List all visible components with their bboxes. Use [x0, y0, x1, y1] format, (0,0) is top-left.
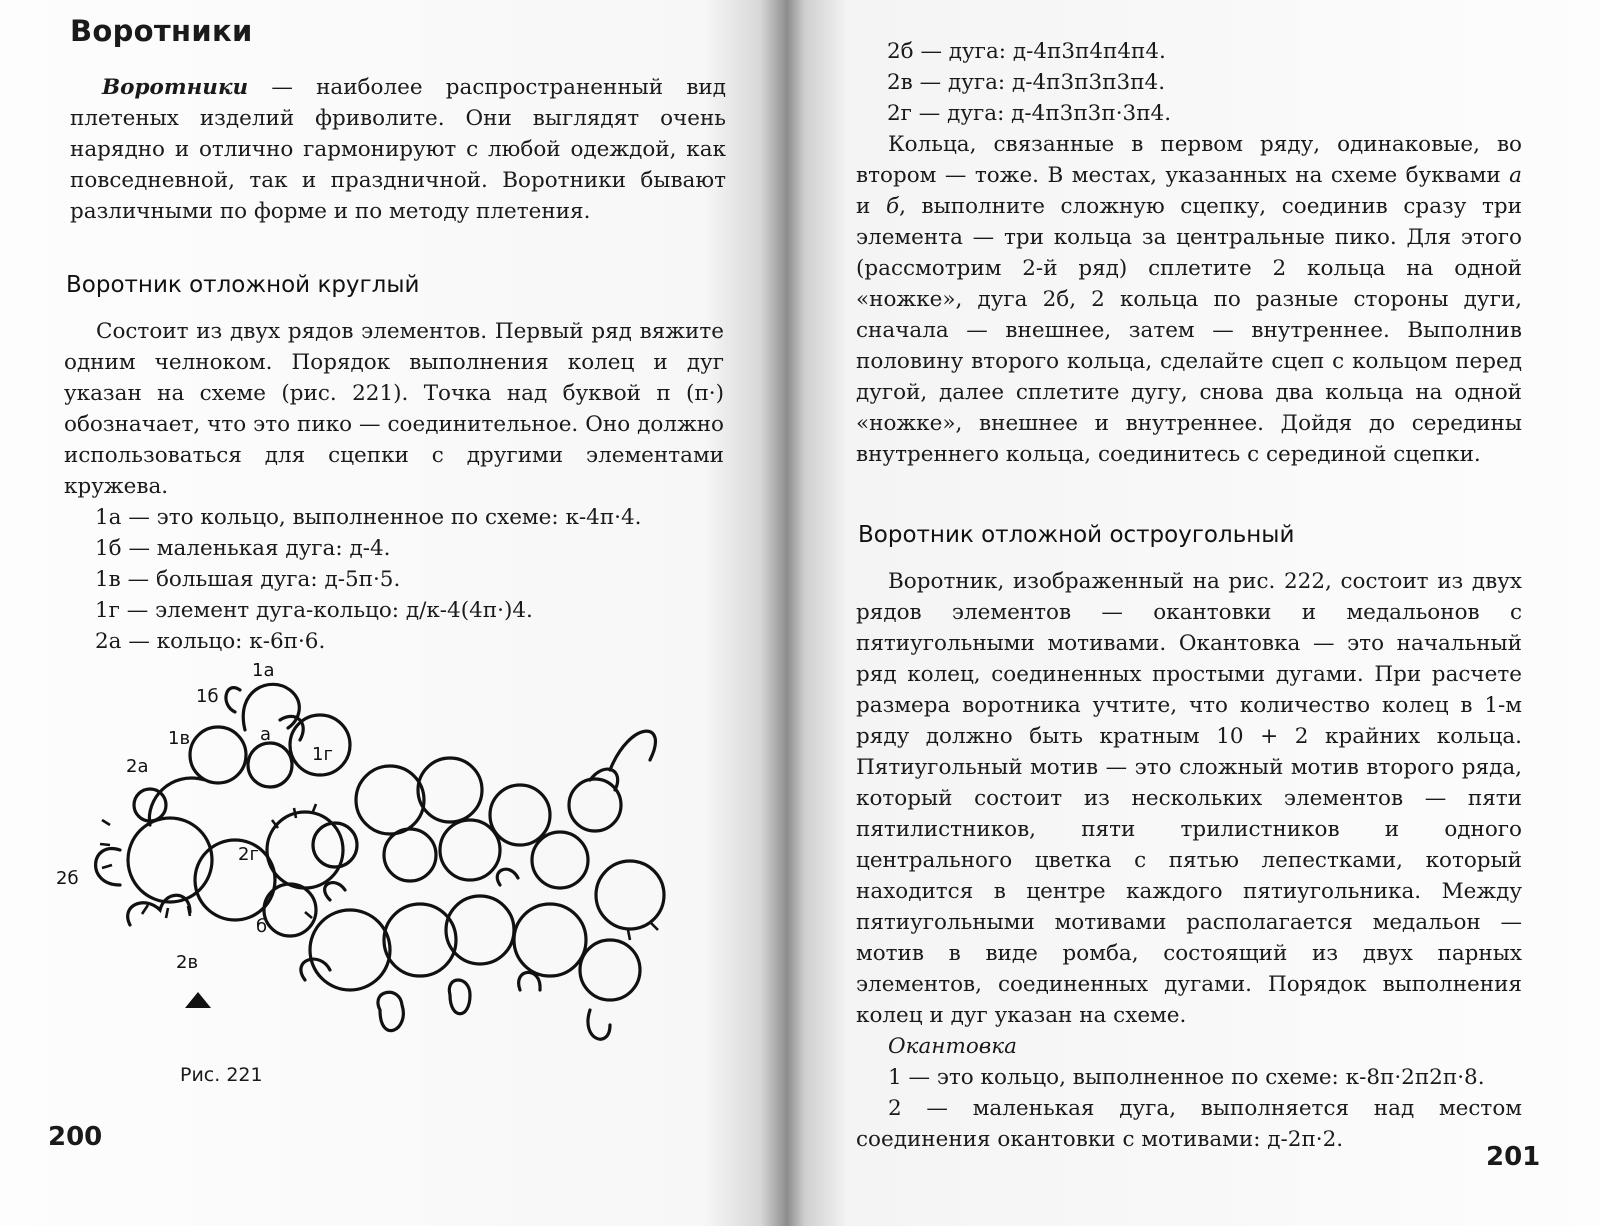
spec-item-1b: 1б — маленькая дуга: д-4. [95, 536, 391, 561]
intro-paragraph [70, 72, 726, 227]
section-title-angular-collar: Воротник отложной остроугольный [858, 522, 1295, 548]
edging-subheading [856, 1031, 1522, 1062]
round-collar-block [64, 316, 724, 657]
joining-paragraph [856, 129, 1522, 470]
page-number-right: 201 [1486, 1142, 1541, 1172]
spec-item-1a: 1а — это кольцо, выполненное по схеме: к-4п·4. [95, 505, 642, 530]
diagram-labels [56, 660, 333, 973]
diagram-picots [100, 804, 658, 940]
label-1b: 1б [196, 686, 219, 707]
label-1v: 1в [168, 728, 191, 749]
spec-item-2v: 2в — дуга: д-4п3п3п3п4. [887, 70, 1166, 95]
joining-text-1: Кольца, связанные в первом ряду, одинаковые, во втором — тоже. В местах, указанных на схеме буквами [856, 132, 1522, 188]
left-page [0, 0, 790, 1226]
label-2a: 2а [126, 756, 149, 777]
label-b: б [256, 916, 268, 937]
spec-item-1g: 1г — элемент дуга-кольцо: д/к-4(4п·)4. [95, 598, 533, 623]
right-page [810, 0, 1600, 1226]
tatting-diagram-figure-221 [50, 650, 670, 1070]
angular-collar-paragraph: Воротник, изображенный на рис. 222, состоит из двух рядов элементов — окантовки и медальонов с пятиугольными мотивами. Окантовка — это начальный ряд колец, соединенных простыми дугами. При расчете размера воротника учтите, что количество колец в 1-м ряду должно быть кратным 10 + 2 крайних кольца. Пятиугольный мотив — это сложный мотив второго ряда, который состоит из нескольких элементов — пяти пятилистников, пяти трилистников и одного центрального цветка с пятью лепестками, который находится в центре каждого пятиугольника. Между пятиугольными мотивами располагается медальон — мотив в виде ромба, состоящий из двух парных элементов, соединенных дугами. Порядок выполнения колец и дуг указан на схеме. [856, 569, 1522, 1028]
page-heading: Воротники [70, 14, 253, 48]
joining-text-2: , выполните сложную сцепку, соединив сразу три элемента — три кольца за центральные пико. Для этого (рассмотрим 2-й ряд) сплетите 2 кольца на одной «ножке», дуга 2б, 2 кольца по разные стороны дуги, сначала — внешнее, затем — внутреннее. Выполнив половину второго кольца, сделайте сцеп с кольцом перед дугой, далее сплетите дугу, снова два кольца на одной «ножке», внешнее и внутреннее. Дойдя до середины внутреннего кольца, соединитесь с серединой сцепки. [856, 194, 1522, 467]
label-a: а [260, 724, 272, 745]
intro-lead-term: Воротники [102, 75, 249, 100]
label-2v: 2в [176, 952, 199, 973]
section-title-round-collar: Воротник отложной круглый [66, 272, 420, 298]
arc-items-block [856, 36, 1522, 470]
round-collar-paragraph: Состоит из двух рядов элементов. Первый ряд вяжите одним челноком. Порядок выполнения колец и дуг указан на схеме (рис. 221). Точка над буквой п (п·) обозначает, что это пико — соединительное. Оно должно использоваться для сцепки с другими элементами кружева. [64, 319, 724, 499]
spec-item-2a: 2а — кольцо: к-6п·6. [95, 629, 326, 654]
edging-item-1: 1 — это кольцо, выполненное по схеме: к-8п·2п2п·8. [888, 1065, 1485, 1090]
label-1a: 1а [252, 660, 275, 681]
letter-b: б [885, 194, 900, 219]
label-1g: 1г [312, 744, 333, 765]
edging-item-2: 2 — маленькая дуга, выполняется над местом соединения окантовки с мотивами: д-2п·2. [856, 1096, 1522, 1152]
edging-subheading-text: Окантовка [888, 1034, 1017, 1059]
figure-caption: Рис. 221 [180, 1064, 263, 1086]
spec-item-1v: 1в — большая дуга: д-5п·5. [95, 567, 401, 592]
intro-text: — наиболее распространенный вид плетеных изделий фриволите. Они выглядят очень нарядно и отлично гармонируют с любой одеждой, как повседневной, так и праздничной. Воротники бывают различными по форме и по методу плетения. [70, 75, 726, 224]
page-number-left: 200 [48, 1122, 103, 1152]
triangle-marker-icon [185, 992, 211, 1008]
letter-a: а [1509, 163, 1522, 188]
label-2g: 2г [238, 844, 259, 865]
label-2b: 2б [56, 868, 79, 889]
spec-item-2g: 2г — дуга: д-4п3п3п·3п4. [887, 101, 1172, 126]
joining-text-and: и [856, 194, 886, 219]
intro-block [70, 72, 726, 227]
spec-item-2b: 2б — дуга: д-4п3п4п4п4. [887, 39, 1166, 64]
angular-collar-block [856, 566, 1522, 1155]
